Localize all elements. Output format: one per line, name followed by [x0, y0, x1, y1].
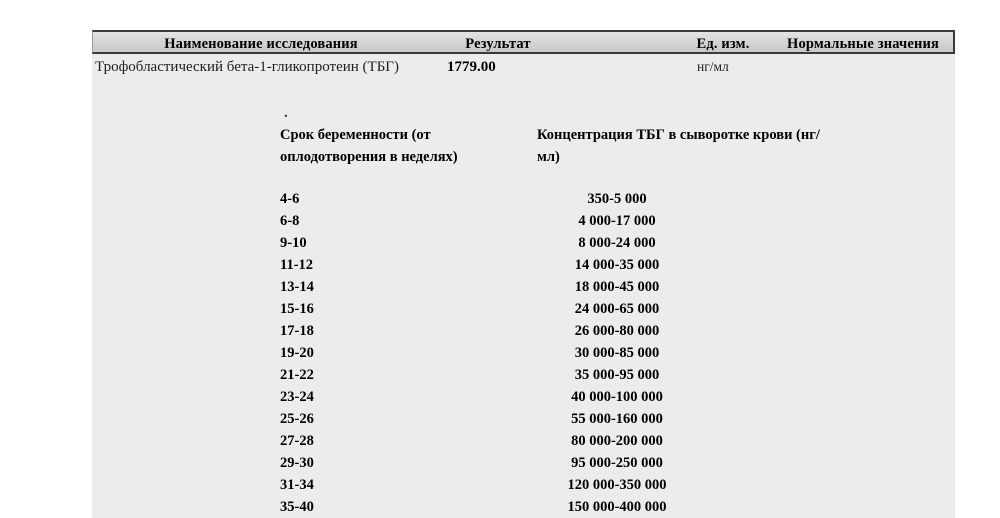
result-value: 1779.00	[447, 59, 496, 75]
result-units-value: нг/мл	[697, 59, 729, 74]
reference-concentration-value: 35 000-95 000	[574, 367, 660, 383]
reference-table-row	[92, 364, 955, 386]
reference-concentration-value: 40 000-100 000	[571, 389, 663, 405]
reference-concentration-value: 120 000-350 000	[567, 477, 667, 493]
reference-concentration-value: 14 000-35 000	[574, 257, 660, 273]
reference-weeks-value: 4-6	[280, 191, 300, 207]
reference-weeks-value: 25-26	[280, 411, 314, 427]
stray-period-glyph: .	[284, 105, 288, 121]
reference-weeks-value: 17-18	[280, 323, 314, 339]
reference-concentration-value: 95 000-250 000	[571, 455, 663, 471]
test-name-value: Трофобластический бета-1-гликопротеин (ТБГ)	[95, 59, 399, 75]
reference-header-concentration: Концентрация ТБГ в сыворотке крови (нг/мл)	[537, 127, 820, 165]
reference-table-row	[92, 430, 955, 452]
column-header-units: Ед. изм.	[696, 36, 750, 52]
reference-concentration-value: 55 000-160 000	[571, 411, 663, 427]
reference-concentration-value: 350-5 000	[587, 191, 647, 207]
table-row	[92, 54, 955, 106]
reference-table-row	[92, 452, 955, 474]
reference-weeks-value: 11-12	[280, 257, 314, 273]
reference-table-row	[92, 320, 955, 342]
column-header-test-name: Наименование исследования	[164, 36, 358, 52]
reference-table-row	[92, 276, 955, 298]
reference-concentration-value: 26 000-80 000	[574, 323, 660, 339]
reference-table-row	[92, 298, 955, 320]
reference-weeks-value: 27-28	[280, 433, 314, 449]
reference-weeks-value: 31-34	[280, 477, 314, 493]
reference-concentration-value: 8 000-24 000	[578, 235, 656, 251]
reference-concentration-value: 30 000-85 000	[574, 345, 660, 361]
reference-range-table	[92, 124, 955, 515]
reference-table-header-row	[92, 124, 955, 170]
reference-weeks-value: 29-30	[280, 455, 314, 471]
lab-report-sheet	[92, 30, 955, 518]
reference-table-row	[92, 210, 955, 232]
reference-concentration-value: 18 000-45 000	[574, 279, 660, 295]
reference-weeks-value: 6-8	[280, 213, 300, 229]
reference-table-row	[92, 342, 955, 364]
reference-weeks-value: 9-10	[280, 235, 307, 251]
reference-weeks-value: 15-16	[280, 301, 314, 317]
column-header-result: Результат	[465, 36, 531, 52]
reference-concentration-value: 150 000-400 000	[567, 499, 667, 515]
reference-weeks-value: 35-40	[280, 499, 314, 515]
reference-concentration-value: 24 000-65 000	[574, 301, 660, 317]
column-header-reference-values: Нормальные значения	[787, 36, 939, 52]
reference-table-body	[92, 188, 955, 518]
reference-table-row	[92, 386, 955, 408]
reference-concentration-value: 4 000-17 000	[578, 213, 656, 229]
reference-weeks-value: 19-20	[280, 345, 314, 361]
reference-table-row	[92, 232, 955, 254]
reference-weeks-value: 23-24	[280, 389, 314, 405]
reference-table-row	[92, 188, 955, 210]
reference-weeks-value: 21-22	[280, 367, 314, 383]
reference-table-row	[92, 496, 955, 518]
reference-table-row	[92, 254, 955, 276]
reference-header-gestational-term: Срок беременности (от оплодотворения в неделях)	[280, 127, 458, 165]
table-column-header-row	[92, 30, 955, 54]
reference-table-row	[92, 408, 955, 430]
reference-weeks-value: 13-14	[280, 279, 314, 295]
reference-table-row	[92, 474, 955, 496]
reference-concentration-value: 80 000-200 000	[571, 433, 663, 449]
